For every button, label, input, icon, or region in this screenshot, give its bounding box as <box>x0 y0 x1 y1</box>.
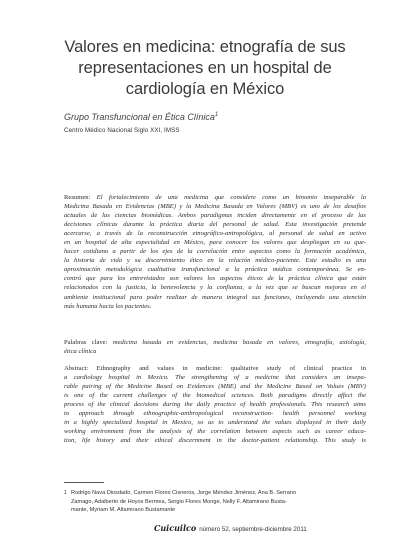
abstract-line: working environment from the analysis of the correlation between aspects such as career educa- <box>64 428 366 436</box>
abstract-line: hacer cotidiano a partir de los ejes de la correlación entre aspectos como la formación académica, <box>64 248 366 256</box>
author-institution: Centro Médico Nacional Siglo XXI, IMSS <box>64 127 180 134</box>
keywords-line: Palabras clave: medicina basada en evidencias, medicina basada en valores, etnografía, axiología, <box>64 339 366 346</box>
abstract-line: relacionados con la justicia, la benevolencia y la confianza, a la vez que se buscan mejoras en el <box>64 284 366 292</box>
abstract-line: aproximación metodológica cualitativa transfuncional a la práctica médica contemporánea. Se en- <box>64 266 366 274</box>
abstract-line: rable pairing of the Medicine Based on Evidences (MBE) and the Medicine Based on Values (MBV) <box>64 383 366 391</box>
abstract-line: tion, life history and their ethical discernment in the doctor-patient relationship. This study is <box>64 437 366 445</box>
footnote-line: Zamago, Adalberto de Hoyos Bermea, Sergio Flores Monge, Nelly F. Altamirano Busta- <box>71 498 287 505</box>
abstract-line: a cardiology hospital in Mexico. The strengthening of a medicine that considers an insepa- <box>64 374 366 382</box>
abstract-line: actuales de las ciencias biomédicas. Ambos paradigmas inciden directamente en el proceso de las <box>64 212 366 220</box>
abstract-line: ambiente institucional para poder realizar de manera integral sus funciones, incluyendo una atención <box>64 293 366 301</box>
footnote-divider <box>64 482 104 483</box>
abstract-line: Resumen: El fortalecimiento de una medicina que considere como un binomio inseparable la <box>64 194 366 201</box>
abstract-line: más humana hacia los pacientes. <box>64 302 152 310</box>
abstract-spanish <box>64 193 366 311</box>
abstract-line: en un hospital de alta especialidad en México, para conocer los valores que despliegan en su que- <box>64 239 366 247</box>
abstract-line: to approach through ethnographic-anthropological reconstruction- health personnel working <box>64 410 366 418</box>
title-line: representaciones en un hospital de <box>78 59 332 77</box>
footnote <box>64 489 366 515</box>
footnote-mark: 1 <box>64 490 67 496</box>
author-group <box>64 112 218 122</box>
title-line: cardiología en México <box>125 80 285 98</box>
title-line: Valores en medicina: etnografía de sus <box>64 38 346 56</box>
abstract-label: Resumen: <box>64 194 97 201</box>
abstract-line: Abstract: Ethnography and values in medicine: qualitative study of clinical practice in <box>64 365 366 372</box>
author-group-name: Grupo Transfuncional en Ética Clínica <box>64 112 215 122</box>
abstract-line: is one of the current challenges of the biomedical sciences. Both paradigms directly affect the <box>64 392 366 400</box>
footnote-line: Rodrigo Nava Diosdado, Carmen Flores Cisneros, Jorge Méndez Jiménez, Ana B. Serrano <box>71 490 297 496</box>
abstract-line: acercarse, a través de la reconstrucción etnográfico-antropológica, al personal de salud en activo <box>64 230 366 238</box>
keywords-line: ética clínica <box>64 348 97 356</box>
page-footer <box>154 523 307 533</box>
abstract-english <box>64 364 366 445</box>
footnote-line: mante, Myriam M. Altamirano Bustamante <box>71 507 176 514</box>
abstract-line: decisiones clínicas durante la práctica diaria del personal de salud. Esta investigación pretende <box>64 221 366 229</box>
abstract-line: contró que para los entrevistados son valores los aspectos éticos de la práctica clínica que están <box>64 275 366 283</box>
keywords-label: Palabras clave: <box>64 339 113 346</box>
keywords-spanish <box>64 338 366 356</box>
abstract-line: process of the clinical decisions during the daily practice of health professionals. This research aims <box>64 401 366 409</box>
journal-logo: Cuicuilco <box>154 523 197 533</box>
issue-info: número 52, septiembre-diciembre 2011 <box>199 526 307 533</box>
article-title <box>40 37 370 100</box>
abstract-line: Medicina Basada en Evidencias (MBE) y la Medicina Basada en Valores (MBV) es uno de los desafíos <box>64 203 366 211</box>
abstract-label: Abstract: <box>64 365 97 372</box>
author-footnote-mark: 1 <box>214 112 219 118</box>
abstract-line: in a highly specialized hospital in Mexico, so as to understand the values displayed in their daily <box>64 419 366 427</box>
abstract-line: la historia de vida y su discernimiento ético en la relación médico-paciente. Este estudio es una <box>64 257 366 265</box>
